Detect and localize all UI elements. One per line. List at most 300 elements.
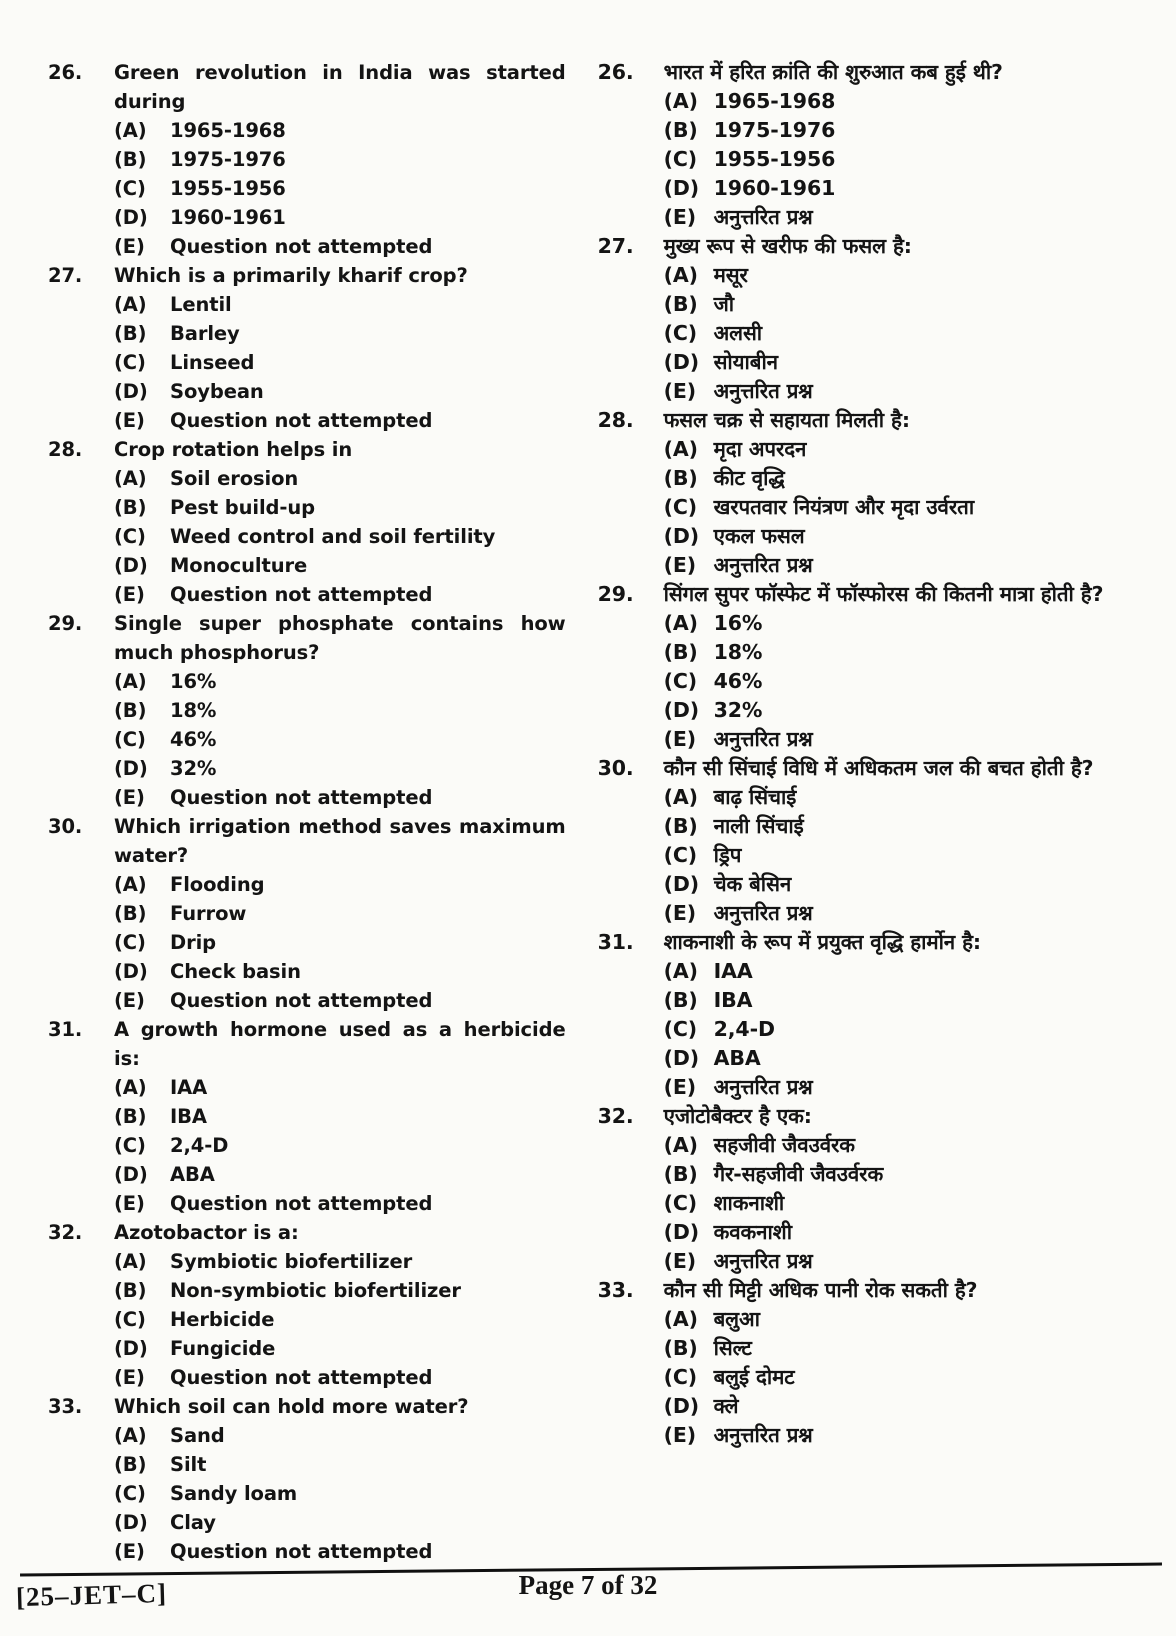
option-text: 18% bbox=[170, 699, 217, 722]
option-text: ड्रिप bbox=[713, 843, 742, 867]
option-row bbox=[114, 290, 566, 319]
option-text: Question not attempted bbox=[170, 1540, 433, 1563]
option-row bbox=[664, 1421, 1156, 1450]
option-label: (E) bbox=[663, 379, 697, 403]
option-label: (E) bbox=[114, 409, 145, 432]
option-text: Weed control and soil fertility bbox=[170, 525, 496, 548]
question-body bbox=[114, 812, 572, 1015]
question-block bbox=[598, 754, 1162, 928]
option-text: 1975-1976 bbox=[170, 148, 286, 171]
option-row bbox=[114, 1102, 566, 1131]
option-row bbox=[664, 957, 1156, 986]
option-row bbox=[114, 551, 566, 580]
option-label: (D) bbox=[663, 698, 700, 722]
option-row bbox=[664, 551, 1156, 580]
option-row bbox=[114, 493, 566, 522]
option-label: (D) bbox=[663, 1394, 700, 1418]
option-label: (E) bbox=[663, 1075, 697, 1099]
option-label: (D) bbox=[114, 380, 148, 403]
option-row bbox=[664, 841, 1156, 870]
question-number: 26. bbox=[597, 60, 634, 84]
question-number: 26. bbox=[48, 61, 83, 84]
option-label: (E) bbox=[663, 553, 697, 577]
question-number: 27. bbox=[48, 264, 83, 287]
option-row bbox=[114, 870, 566, 899]
option-text: Soil erosion bbox=[170, 467, 299, 490]
option-text: Question not attempted bbox=[170, 1366, 433, 1389]
option-text: Question not attempted bbox=[170, 583, 433, 606]
option-label: (C) bbox=[114, 728, 146, 751]
option-row bbox=[114, 696, 566, 725]
question-block bbox=[48, 261, 572, 435]
question-block bbox=[48, 58, 572, 261]
option-label: (B) bbox=[114, 322, 147, 345]
option-label: (B) bbox=[663, 814, 698, 838]
question-block bbox=[48, 435, 572, 609]
option-text: Flooding bbox=[170, 873, 265, 896]
option-text: कीट वृद्धि bbox=[713, 466, 785, 490]
option-row bbox=[664, 435, 1156, 464]
question-text: A growth hormone used as a herbicide is: bbox=[114, 1018, 566, 1070]
option-text: अनुत्तरित प्रश्न bbox=[713, 1249, 813, 1273]
option-text: अनुत्तरित प्रश्न bbox=[713, 379, 813, 403]
option-text: Non-symbiotic biofertilizer bbox=[170, 1279, 461, 1302]
option-row bbox=[114, 986, 566, 1015]
option-text: Herbicide bbox=[170, 1308, 275, 1331]
option-text: अनुत्तरित प्रश्न bbox=[713, 1075, 813, 1099]
option-label: (C) bbox=[114, 1134, 146, 1157]
question-number: 31. bbox=[48, 1018, 83, 1041]
option-text: 2,4-D bbox=[713, 1017, 775, 1041]
option-label: (E) bbox=[114, 235, 145, 258]
question-number: 32. bbox=[597, 1104, 634, 1128]
option-row bbox=[114, 1508, 566, 1537]
option-label: (B) bbox=[114, 148, 147, 171]
option-row bbox=[664, 1363, 1156, 1392]
option-label: (A) bbox=[663, 959, 698, 983]
question-body bbox=[114, 609, 572, 812]
option-text: एकल फसल bbox=[713, 524, 805, 548]
option-label: (B) bbox=[114, 496, 147, 519]
option-row bbox=[114, 783, 566, 812]
question-text: Which is a primarily kharif crop? bbox=[114, 264, 468, 287]
question-text: भारत में हरित क्रांति की शुरुआत कब हुई थी? bbox=[663, 60, 1003, 84]
question-body bbox=[114, 1392, 572, 1566]
option-label: (C) bbox=[663, 669, 698, 693]
option-label: (A) bbox=[663, 1307, 698, 1331]
option-row bbox=[664, 493, 1156, 522]
option-label: (B) bbox=[114, 1453, 147, 1476]
option-row bbox=[664, 783, 1156, 812]
question-block bbox=[48, 609, 572, 812]
option-text: Furrow bbox=[170, 902, 247, 925]
question-body bbox=[114, 435, 572, 609]
option-row bbox=[114, 464, 566, 493]
option-row bbox=[114, 522, 566, 551]
question-body bbox=[664, 928, 1162, 1102]
option-text: Monoculture bbox=[170, 554, 308, 577]
option-label: (C) bbox=[114, 525, 146, 548]
question-block bbox=[598, 1276, 1162, 1450]
option-label: (D) bbox=[114, 960, 148, 983]
footer-page-number: Page 7 of 32 bbox=[518, 1570, 658, 1600]
option-row bbox=[114, 1247, 566, 1276]
question-text: एजोटोबैक्टर है एक: bbox=[663, 1104, 812, 1128]
option-text: अनुत्तरित प्रश्न bbox=[713, 727, 813, 751]
option-row bbox=[664, 1218, 1156, 1247]
option-row bbox=[664, 1160, 1156, 1189]
option-label: (A) bbox=[114, 119, 147, 142]
option-text: अनुत्तरित प्रश्न bbox=[713, 553, 813, 577]
option-row bbox=[114, 899, 566, 928]
footer-booklet-code: [25–JET–C] bbox=[15, 1577, 168, 1613]
question-block bbox=[48, 1218, 572, 1392]
option-row bbox=[664, 812, 1156, 841]
option-row bbox=[664, 377, 1156, 406]
option-label: (D) bbox=[114, 554, 148, 577]
option-row bbox=[114, 116, 566, 145]
option-row bbox=[664, 1015, 1156, 1044]
option-label: (B) bbox=[663, 640, 698, 664]
question-number: 32. bbox=[48, 1221, 83, 1244]
option-label: (E) bbox=[663, 727, 697, 751]
option-text: 1955-1956 bbox=[713, 147, 836, 171]
question-number: 33. bbox=[597, 1278, 634, 1302]
question-body bbox=[114, 261, 572, 435]
option-label: (A) bbox=[663, 437, 698, 461]
option-label: (D) bbox=[114, 206, 148, 229]
option-label: (A) bbox=[114, 873, 147, 896]
option-label: (A) bbox=[114, 467, 147, 490]
option-row bbox=[664, 464, 1156, 493]
option-row bbox=[664, 203, 1156, 232]
option-label: (B) bbox=[663, 118, 698, 142]
question-text: कौन सी सिंचाई विधि में अधिकतम जल की बचत होती है? bbox=[663, 756, 1094, 780]
option-label: (A) bbox=[114, 1250, 147, 1273]
option-label: (C) bbox=[663, 147, 698, 171]
option-text: Lentil bbox=[170, 293, 232, 316]
option-row bbox=[664, 696, 1156, 725]
question-block bbox=[598, 232, 1162, 406]
question-text: फसल चक्र से सहायता मिलती है: bbox=[663, 408, 910, 432]
option-text: Question not attempted bbox=[170, 1192, 433, 1215]
option-label: (D) bbox=[663, 1220, 700, 1244]
option-label: (E) bbox=[114, 1540, 145, 1563]
option-label: (B) bbox=[663, 1162, 698, 1186]
option-label: (A) bbox=[663, 263, 698, 287]
option-text: 1960-1961 bbox=[713, 176, 836, 200]
option-text: क्ले bbox=[713, 1394, 739, 1418]
option-row bbox=[114, 1334, 566, 1363]
questions-column-hindi bbox=[598, 58, 1162, 1566]
option-text: 1960-1961 bbox=[170, 206, 286, 229]
option-label: (A) bbox=[114, 1424, 147, 1447]
option-label: (A) bbox=[114, 670, 147, 693]
option-label: (E) bbox=[663, 901, 697, 925]
option-row bbox=[664, 1305, 1156, 1334]
option-text: मसूर bbox=[713, 263, 748, 287]
option-label: (A) bbox=[663, 785, 698, 809]
option-label: (D) bbox=[663, 524, 700, 548]
option-text: 46% bbox=[170, 728, 217, 751]
question-block bbox=[598, 1102, 1162, 1276]
option-row bbox=[114, 232, 566, 261]
option-row bbox=[664, 1247, 1156, 1276]
option-text: अनुत्तरित प्रश्न bbox=[713, 1423, 813, 1447]
option-text: खरपतवार नियंत्रण और मृदा उर्वरता bbox=[713, 495, 975, 519]
option-row bbox=[664, 1189, 1156, 1218]
question-text: Which soil can hold more water? bbox=[114, 1395, 469, 1418]
option-text: बलुई दोमट bbox=[713, 1365, 795, 1389]
question-block bbox=[598, 406, 1162, 580]
question-number: 33. bbox=[48, 1395, 83, 1418]
question-number: 29. bbox=[597, 582, 634, 606]
question-block bbox=[598, 928, 1162, 1102]
option-text: अनुत्तरित प्रश्न bbox=[713, 205, 813, 229]
option-text: चेक बेसिन bbox=[713, 872, 792, 896]
option-label: (B) bbox=[663, 1336, 698, 1360]
option-row bbox=[114, 145, 566, 174]
option-text: 32% bbox=[713, 698, 763, 722]
option-text: 1975-1976 bbox=[713, 118, 836, 142]
option-row bbox=[664, 261, 1156, 290]
option-row bbox=[664, 638, 1156, 667]
option-text: कवकनाशी bbox=[713, 1220, 792, 1244]
option-text: 1965-1968 bbox=[713, 89, 836, 113]
option-text: Check basin bbox=[170, 960, 301, 983]
option-row bbox=[664, 899, 1156, 928]
option-text: 1955-1956 bbox=[170, 177, 286, 200]
option-text: 18% bbox=[713, 640, 763, 664]
option-label: (D) bbox=[114, 1163, 148, 1186]
option-label: (D) bbox=[114, 1511, 148, 1534]
option-row bbox=[114, 1479, 566, 1508]
option-row bbox=[664, 667, 1156, 696]
question-text: Azotobactor is a: bbox=[114, 1221, 299, 1244]
option-row bbox=[114, 1073, 566, 1102]
option-text: Question not attempted bbox=[170, 409, 433, 432]
option-label: (B) bbox=[114, 699, 147, 722]
option-row bbox=[664, 725, 1156, 754]
option-row bbox=[114, 725, 566, 754]
option-text: नाली सिंचाई bbox=[713, 814, 804, 838]
option-text: ABA bbox=[170, 1163, 215, 1186]
option-row bbox=[114, 1450, 566, 1479]
option-text: 16% bbox=[713, 611, 763, 635]
option-text: बाढ़ सिंचाई bbox=[713, 785, 797, 809]
question-number: 28. bbox=[597, 408, 634, 432]
option-text: गैर-सहजीवी जैवउर्वरक bbox=[713, 1162, 884, 1186]
option-label: (A) bbox=[663, 1133, 698, 1157]
option-label: (E) bbox=[114, 989, 145, 1012]
option-text: 2,4-D bbox=[170, 1134, 229, 1157]
option-text: Sand bbox=[170, 1424, 225, 1447]
option-text: 16% bbox=[170, 670, 217, 693]
option-row bbox=[664, 1334, 1156, 1363]
option-text: Drip bbox=[170, 931, 217, 954]
question-block bbox=[598, 580, 1162, 754]
option-text: Fungicide bbox=[170, 1337, 276, 1360]
option-text: Question not attempted bbox=[170, 235, 433, 258]
question-body bbox=[664, 406, 1162, 580]
option-label: (D) bbox=[663, 176, 700, 200]
option-label: (B) bbox=[114, 1105, 147, 1128]
option-label: (D) bbox=[114, 1337, 148, 1360]
option-text: अलसी bbox=[713, 321, 763, 345]
option-label: (C) bbox=[114, 177, 146, 200]
option-text: सोयाबीन bbox=[713, 350, 778, 374]
option-row bbox=[114, 754, 566, 783]
option-row bbox=[114, 174, 566, 203]
question-body bbox=[664, 754, 1162, 928]
option-text: 32% bbox=[170, 757, 217, 780]
question-block bbox=[48, 1015, 572, 1218]
option-label: (D) bbox=[114, 757, 148, 780]
question-text: मुख्य रूप से खरीफ की फसल है: bbox=[663, 234, 912, 258]
option-text: 46% bbox=[713, 669, 763, 693]
option-text: Question not attempted bbox=[170, 786, 433, 809]
option-row bbox=[114, 319, 566, 348]
option-row bbox=[664, 319, 1156, 348]
option-text: बलुआ bbox=[713, 1307, 760, 1331]
option-label: (B) bbox=[663, 292, 698, 316]
question-body bbox=[114, 1218, 572, 1392]
question-block bbox=[598, 58, 1162, 232]
option-label: (C) bbox=[663, 1017, 698, 1041]
option-text: IBA bbox=[713, 988, 753, 1012]
option-text: IAA bbox=[713, 959, 753, 983]
option-label: (C) bbox=[114, 931, 146, 954]
question-body bbox=[114, 1015, 572, 1218]
option-row bbox=[114, 406, 566, 435]
option-label: (E) bbox=[663, 1423, 697, 1447]
question-body bbox=[664, 232, 1162, 406]
questions-column-english bbox=[48, 58, 572, 1566]
question-text: Green revolution in India was started during bbox=[114, 61, 566, 113]
question-text: Single super phosphate contains how much phosphorus? bbox=[114, 612, 566, 664]
option-row bbox=[114, 377, 566, 406]
option-text: 1965-1968 bbox=[170, 119, 286, 142]
option-text: IAA bbox=[170, 1076, 208, 1099]
option-text: Linseed bbox=[170, 351, 255, 374]
question-text: कौन सी मिट्टी अधिक पानी रोक सकती है? bbox=[663, 1278, 978, 1302]
option-row bbox=[114, 928, 566, 957]
question-block bbox=[48, 1392, 572, 1566]
option-label: (C) bbox=[114, 1482, 146, 1505]
option-row bbox=[664, 145, 1156, 174]
option-label: (E) bbox=[663, 1249, 697, 1273]
option-label: (E) bbox=[663, 205, 697, 229]
option-label: (A) bbox=[114, 1076, 147, 1099]
option-label: (B) bbox=[663, 466, 698, 490]
option-label: (A) bbox=[663, 611, 698, 635]
question-number: 27. bbox=[597, 234, 634, 258]
option-label: (A) bbox=[663, 89, 698, 113]
option-label: (C) bbox=[663, 321, 698, 345]
option-label: (C) bbox=[114, 351, 146, 374]
option-text: Symbiotic biofertilizer bbox=[170, 1250, 413, 1273]
question-text: Which irrigation method saves maximum water? bbox=[114, 815, 566, 867]
option-row bbox=[114, 203, 566, 232]
question-body bbox=[114, 58, 572, 261]
question-text: सिंगल सुपर फॉस्फेट में फॉस्फोरस की कितनी मात्रा होती है? bbox=[663, 582, 1104, 606]
option-row bbox=[114, 1421, 566, 1450]
option-text: अनुत्तरित प्रश्न bbox=[713, 901, 813, 925]
option-text: Question not attempted bbox=[170, 989, 433, 1012]
option-row bbox=[664, 1044, 1156, 1073]
option-row bbox=[664, 986, 1156, 1015]
question-block bbox=[48, 812, 572, 1015]
question-number: 31. bbox=[597, 930, 634, 954]
option-text: Barley bbox=[170, 322, 240, 345]
option-row bbox=[664, 87, 1156, 116]
option-text: मृदा अपरदन bbox=[713, 437, 807, 461]
question-body bbox=[664, 580, 1162, 754]
option-label: (C) bbox=[114, 1308, 146, 1331]
question-text: Crop rotation helps in bbox=[114, 438, 353, 461]
option-row bbox=[114, 348, 566, 377]
option-label: (B) bbox=[663, 988, 698, 1012]
option-row bbox=[664, 1131, 1156, 1160]
option-row bbox=[664, 1073, 1156, 1102]
option-label: (A) bbox=[114, 293, 147, 316]
option-row bbox=[114, 1363, 566, 1392]
option-label: (D) bbox=[663, 1046, 700, 1070]
option-row bbox=[664, 609, 1156, 638]
option-label: (D) bbox=[663, 350, 700, 374]
option-row bbox=[664, 522, 1156, 551]
option-text: Soybean bbox=[170, 380, 264, 403]
option-label: (E) bbox=[114, 1192, 145, 1215]
option-text: Silt bbox=[170, 1453, 207, 1476]
option-row bbox=[114, 1160, 566, 1189]
option-text: ABA bbox=[713, 1046, 761, 1070]
question-text: शाकनाशी के रूप में प्रयुक्त वृद्धि हार्मोन है: bbox=[663, 930, 981, 954]
question-number: 30. bbox=[48, 815, 83, 838]
option-row bbox=[114, 1276, 566, 1305]
question-body bbox=[664, 1276, 1162, 1450]
option-label: (D) bbox=[663, 872, 700, 896]
option-row bbox=[114, 667, 566, 696]
question-body bbox=[664, 58, 1162, 232]
option-row bbox=[664, 1392, 1156, 1421]
option-label: (C) bbox=[663, 1191, 698, 1215]
option-row bbox=[664, 290, 1156, 319]
option-row bbox=[114, 1305, 566, 1334]
option-label: (C) bbox=[663, 843, 698, 867]
option-row bbox=[114, 1537, 566, 1566]
question-number: 30. bbox=[597, 756, 634, 780]
option-row bbox=[114, 1131, 566, 1160]
option-row bbox=[114, 1189, 566, 1218]
option-label: (C) bbox=[663, 495, 698, 519]
option-label: (E) bbox=[114, 1366, 145, 1389]
question-number: 29. bbox=[48, 612, 83, 635]
option-row bbox=[664, 174, 1156, 203]
option-row bbox=[114, 580, 566, 609]
option-row bbox=[664, 870, 1156, 899]
question-number: 28. bbox=[48, 438, 83, 461]
option-row bbox=[114, 957, 566, 986]
option-text: Sandy loam bbox=[170, 1482, 298, 1505]
option-label: (E) bbox=[114, 786, 145, 809]
option-text: Pest build-up bbox=[170, 496, 316, 519]
option-text: IBA bbox=[170, 1105, 207, 1128]
option-row bbox=[664, 116, 1156, 145]
option-label: (B) bbox=[114, 902, 147, 925]
option-text: सिल्ट bbox=[713, 1336, 752, 1360]
option-text: जौ bbox=[713, 292, 734, 316]
